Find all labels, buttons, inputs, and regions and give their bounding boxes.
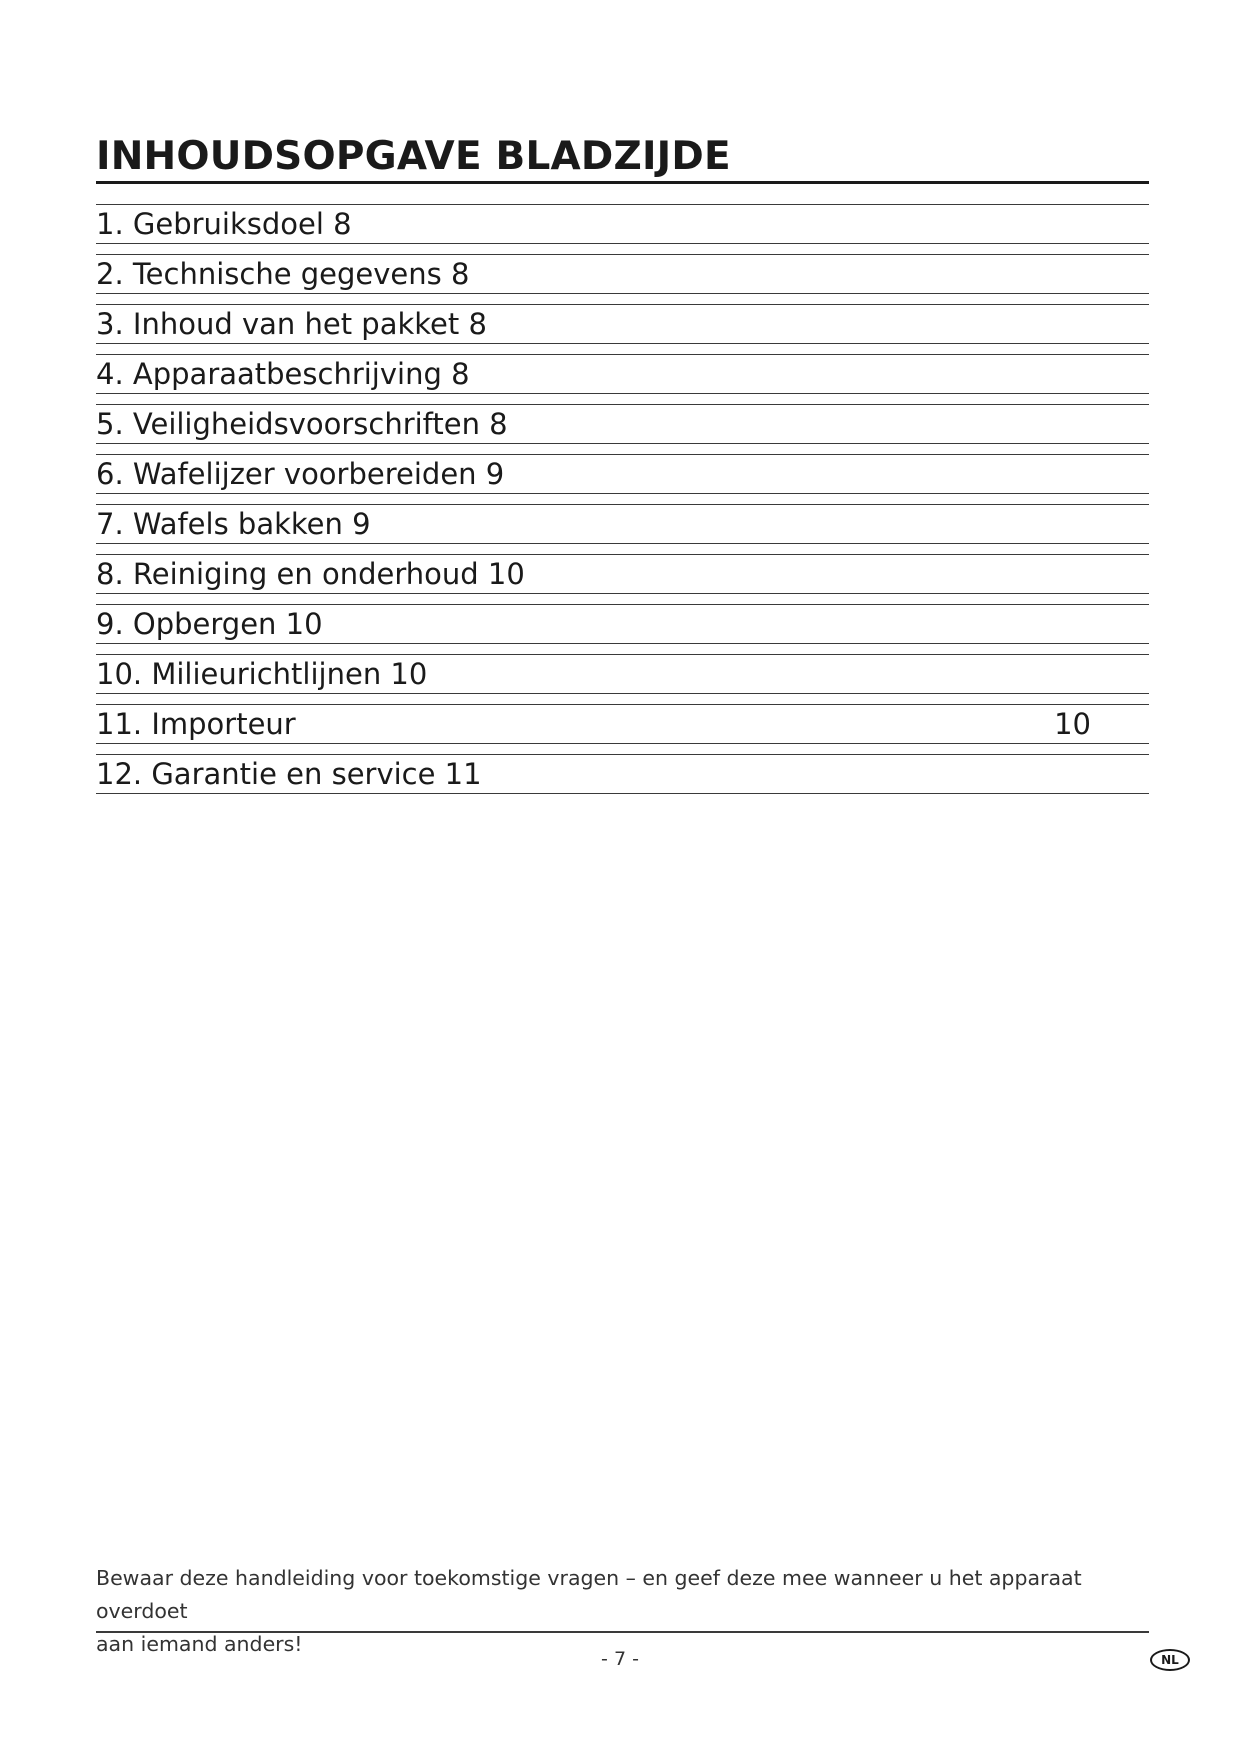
toc-entry-label: 6. Wafelijzer voorbereiden 9 [96, 457, 505, 491]
toc-entry-label: 3. Inhoud van het pakket 8 [96, 307, 487, 341]
toc-entry-label: 11. Importeur [96, 707, 296, 741]
toc-entry-label: 12. Garantie en service 11 [96, 757, 482, 791]
toc-entry-6[interactable] [96, 454, 1149, 494]
footer-note-line-2: aan iemand anders! [96, 1632, 303, 1656]
toc-entry-12[interactable] [96, 754, 1149, 794]
page-number: - 7 - [601, 1648, 639, 1670]
footer-note-line-1: Bewaar deze handleiding voor toekomstige vragen – en geef deze mee wanneer u het apparaat overdoet [96, 1566, 1082, 1623]
toc-entry-11[interactable] [96, 704, 1149, 744]
toc-entry-4[interactable] [96, 354, 1149, 394]
toc-entry-7[interactable] [96, 504, 1149, 544]
toc-entry-label: 2. Technische gegevens 8 [96, 257, 470, 291]
toc-entry-5[interactable] [96, 404, 1149, 444]
toc-entry-10[interactable] [96, 654, 1149, 694]
toc-entry-page-number: 10 [1054, 707, 1091, 741]
footer-divider [96, 1631, 1149, 1633]
toc-entry-label: 10. Milieurichtlijnen 10 [96, 657, 428, 691]
toc-entry-3[interactable] [96, 304, 1149, 344]
toc-entry-1[interactable] [96, 204, 1149, 244]
toc-entry-label: 5. Veiligheidsvoorschriften 8 [96, 407, 508, 441]
toc-entry-label: 1. Gebruiksdoel 8 [96, 207, 352, 241]
toc-entry-label: 9. Opbergen 10 [96, 607, 323, 641]
toc-entry-label: 7. Wafels bakken 9 [96, 507, 371, 541]
toc-entry-2[interactable] [96, 254, 1149, 294]
toc-entry-8[interactable] [96, 554, 1149, 594]
toc-entry-label: 8. Reiniging en onderhoud 10 [96, 557, 525, 591]
title-divider [96, 181, 1149, 184]
page-title: INHOUDSOPGAVE BLADZIJDE [96, 134, 731, 179]
toc-entry-label: 4. Apparaatbeschrijving 8 [96, 357, 470, 391]
table-of-contents [96, 204, 1149, 804]
footer-note [96, 1562, 1156, 1661]
toc-entry-9[interactable] [96, 604, 1149, 644]
language-badge: NL [1150, 1649, 1190, 1671]
